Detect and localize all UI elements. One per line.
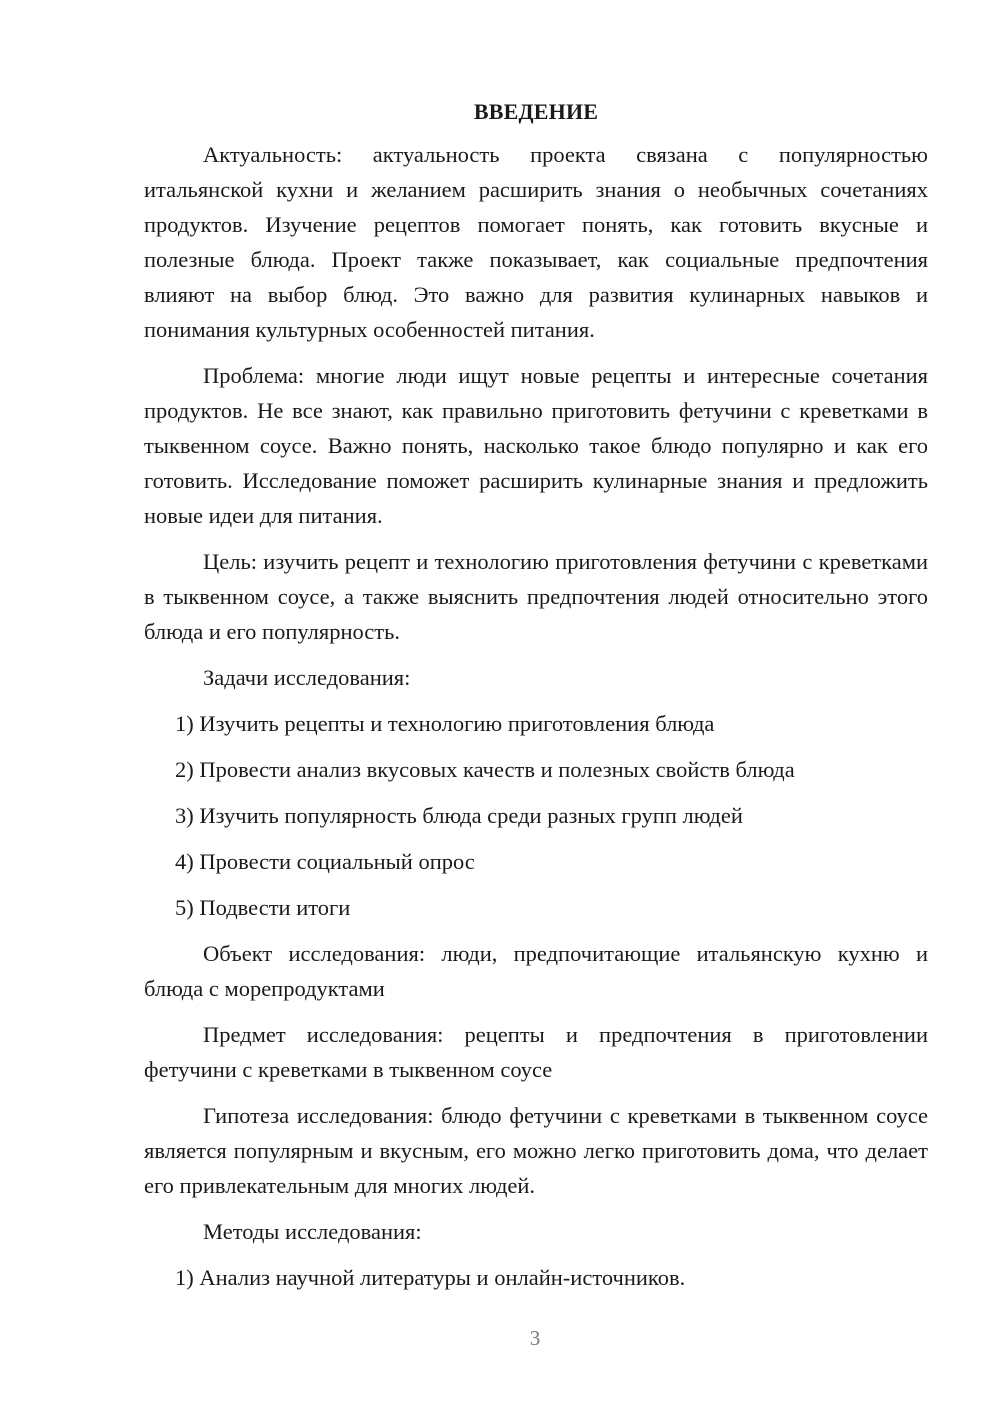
task-item: 5) Подвести итоги: [175, 895, 351, 920]
method-item: 1) Анализ научной литературы и онлайн-источников.: [175, 1265, 686, 1290]
page-title: ВВЕДЕНИЕ: [473, 99, 599, 124]
goal-paragraph: Цель: изучить рецепт и технологию приготовления фетучини с креветками в тыквенном соусе, а также выяснить предпочтения людей относительно этого блюда и его популярность.: [144, 549, 928, 644]
hypothesis-paragraph: Гипотеза исследования: блюдо фетучини с креветками в тыквенном соусе является популярным и вкусным, его можно легко приготовить дома, что делает его привлекательным для многих людей.: [144, 1103, 928, 1198]
document-page: [144, 94, 928, 1306]
tasks-heading: Задачи исследования:: [203, 665, 411, 690]
task-item: 4) Провести социальный опрос: [175, 849, 475, 874]
methods-heading: Методы исследования:: [203, 1219, 422, 1244]
task-item: 3) Изучить популярность блюда среди разных групп людей: [175, 803, 743, 828]
relevance-paragraph: Актуальность: актуальность проекта связана с популярностью итальянской кухни и желанием расширить знания о необычных сочетаниях продуктов. Изучение рецептов помогает понять, как готовить вкусные и полезные блюда. Проект также показывает, как социальные предпочтения влияют на выбор блюд. Это важно для развития кулинарных навыков и понимания культурных особенностей питания.: [144, 142, 928, 342]
problem-paragraph: Проблема: многие люди ищут новые рецепты и интересные сочетания продуктов. Не все знают, как правильно приготовить фетучини с креветками в тыквенном соусе. Важно понять, насколько такое блюдо популярно и как его готовить. Исследование поможет расширить кулинарные знания и предложить новые идеи для питания.: [144, 363, 928, 528]
task-item: 1) Изучить рецепты и технологию приготовления блюда: [175, 711, 715, 736]
object-paragraph: Объект исследования: люди, предпочитающие итальянскую кухню и блюда с морепродуктами: [144, 941, 928, 1001]
task-item: 2) Провести анализ вкусовых качеств и полезных свойств блюда: [175, 757, 795, 782]
subject-paragraph: Предмет исследования: рецепты и предпочтения в приготовлении фетучини с креветками в тыквенном соусе: [144, 1022, 928, 1082]
page-number: 3: [529, 1326, 541, 1350]
